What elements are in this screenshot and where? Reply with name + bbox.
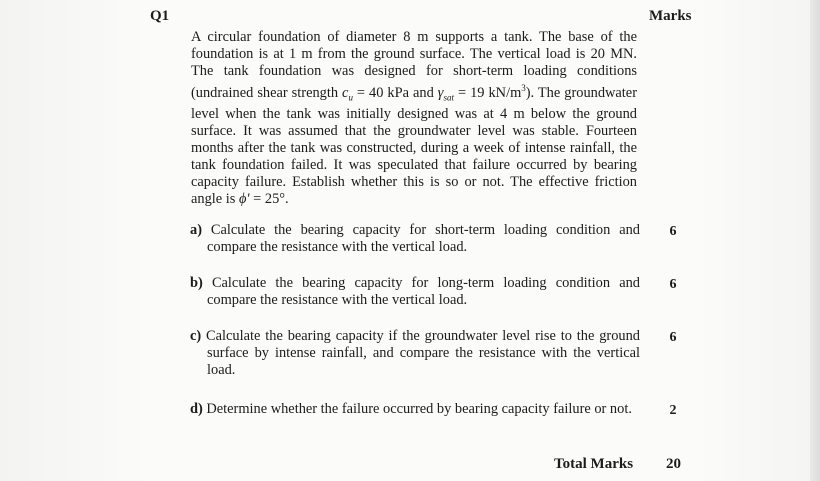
part-c-letter: c) (190, 328, 202, 344)
part-a-letter: a) (190, 222, 202, 238)
page-edge-shadow (810, 0, 820, 481)
stem-intro: A circular foundation of diameter 8 m supports a tank. The base of the foundation is at 1 m from the ground surface. The vertical load is 20 MN. The tank foundation was designed for short-term loading conditions (undrained shear strength (191, 29, 637, 101)
phi-value: = 25°. (249, 190, 289, 207)
cu-value: = 40 kPa and (352, 84, 438, 101)
part-a (190, 222, 640, 256)
cu-subscript: u (348, 92, 353, 103)
phi-symbol: ϕ′ (238, 190, 250, 207)
part-b-letter: b) (190, 275, 203, 291)
part-b-text: Calculate the bearing capacity for long-term loading condition and compare the resistance with the vertical load. (202, 275, 640, 308)
part-d-marks: 2 (669, 403, 677, 418)
part-d-text: Determine whether the failure occurred by bearing capacity failure or not. (202, 401, 632, 417)
part-c (190, 328, 640, 379)
part-c-text: Calculate the bearing capacity if the groundwater level rise to the ground surface by intense rainfall, and compare the resistance with the vertical load. (201, 328, 640, 378)
gamma-subscript: sat (443, 92, 454, 103)
gamma-superscript: 3 (521, 82, 526, 93)
part-b (190, 275, 640, 309)
total-marks-value: 20 (666, 456, 681, 472)
question-stem (191, 29, 637, 208)
part-d-letter: d) (190, 401, 203, 417)
part-d (190, 401, 640, 418)
part-b-marks: 6 (669, 277, 677, 292)
gamma-symbol: γ (437, 84, 444, 101)
cu-symbol: c (342, 84, 349, 101)
total-marks-label: Total Marks (554, 456, 634, 472)
stem-body: ). The groundwater level when the tank was initially designed was at 4 m below the ground surface. It was assumed that the groundwater level was stable. Fourteen months after the tank was constructed, during a week of intense rainfall, the tank foundation failed. It was speculated that failure occurred by bearing capacity failure. Establish whether this is so or not. The effective friction angle is (191, 84, 637, 207)
part-a-text: Calculate the bearing capacity for short-term loading condition and compare the resistance with the vertical load. (202, 222, 640, 255)
part-c-marks: 6 (669, 330, 677, 345)
question-number: Q1 (150, 8, 170, 24)
marks-column-header: Marks (649, 8, 692, 24)
gamma-value: = 19 kN/m (453, 84, 522, 101)
part-a-marks: 6 (669, 224, 677, 239)
